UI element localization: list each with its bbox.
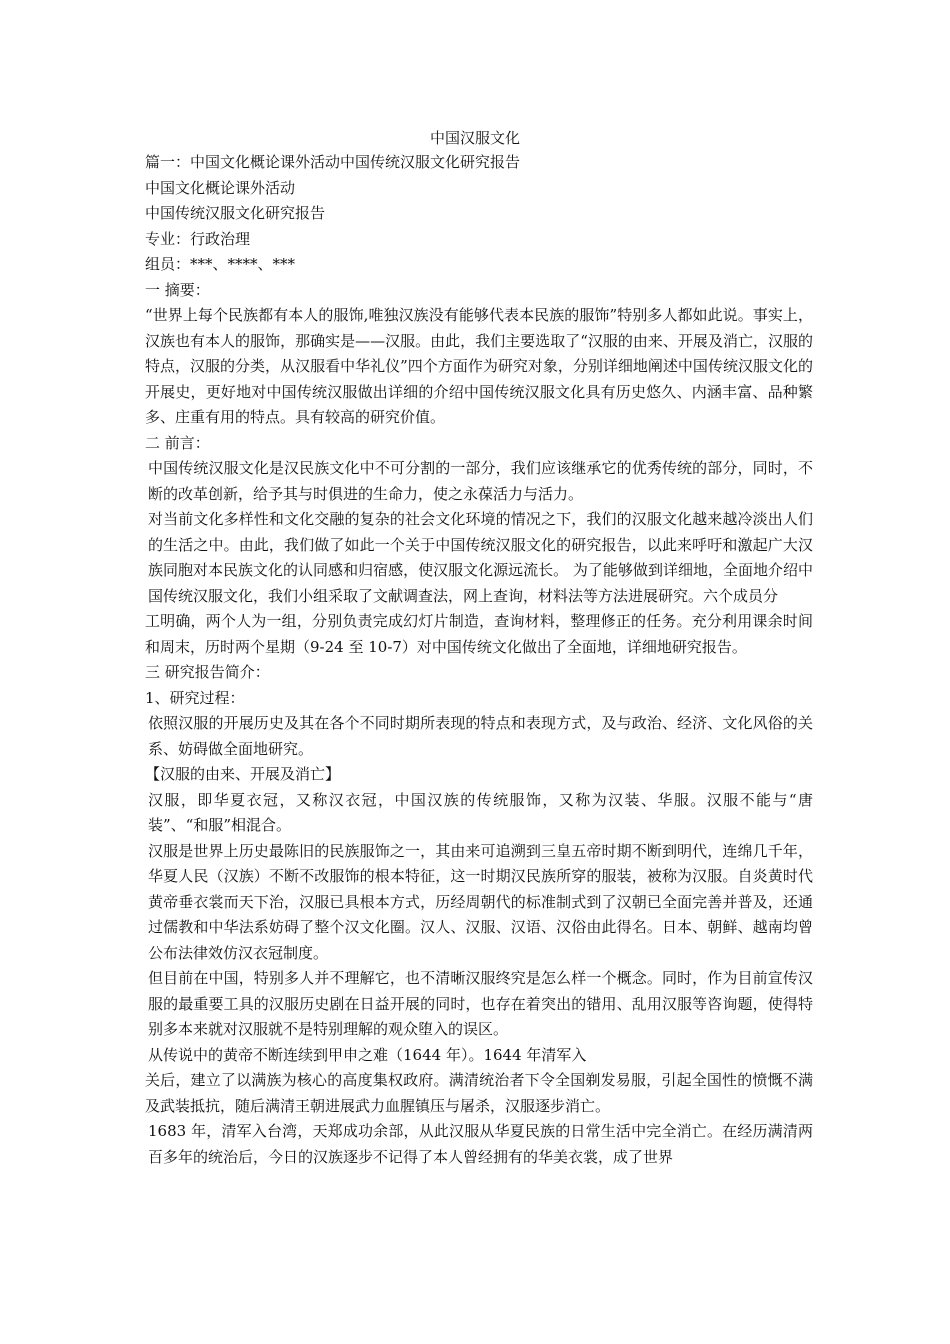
paragraph-origin-6: 1683 年，清军入台湾，天郑成功余部，从此汉服从华夏民族的日常生活中完全消亡。在经历满清两百多年的统治后，今日的汉族逐步不记得了本人曾经拥有的华美衣裳，成了世界 xyxy=(148,1122,813,1166)
paragraph-members: 组员：***、****、*** xyxy=(145,255,296,273)
paragraph-process: 依照汉服的开展历史及其在各个不同时期所表现的特点和表现方式，及与政治、经济、文化风俗的关系、妨碍做全面地研究。 xyxy=(148,714,813,758)
subheading-process: 1、研究过程： xyxy=(145,688,245,707)
document-body xyxy=(145,150,813,1170)
document-title: 中国汉服文化 xyxy=(429,129,520,147)
subheading-origin: 【汉服的由来、开展及消亡】 xyxy=(145,765,341,783)
paragraph-origin-3: 但目前在中国，特别多人并不理解它，也不清晰汉服终究是怎么样一个概念。同时，作为目前宣传汉服的最重要工具的汉服历史剧在日益开展的同时，也存在着突出的错用、乱用汉服等咨询题，使得特别多本来就对汉服就不是特别理解的观众堕入的误区。 xyxy=(148,969,813,1038)
section-heading-summary: 三 研究报告简介： xyxy=(145,663,270,681)
paragraph-origin-1: 汉服，即华夏衣冠，又称汉衣冠，中国汉族的传统服饰，又称为汉装、华服。汉服不能与“唐装”、“和服”相混合。 xyxy=(148,790,813,834)
paragraph-course-name: 中国文化概论课外活动 xyxy=(145,178,296,197)
paragraph-origin-4: 从传说中的黄帝不断连续到甲申之难（1644 年）。1644 年清军入 xyxy=(148,1045,587,1064)
paragraph-origin-5: 关后，建立了以满族为核心的高度集权政府。满清统治者下令全国剃发易服，引起全国性的愤慨不满及武装抵抗，随后满清王朝进展武力血腥镇压与屠杀，汉服逐步消亡。 xyxy=(145,1071,813,1115)
paragraph-preface-2: 对当前文化多样性和文化交融的复杂的社会文化环境的情况之下，我们的汉服文化越来越冷淡出人们的生活之中。由此，我们做了如此一个关于中国传统汉服文化的研究报告，以此来呼吁和激起广大汉族同胞对本民族文化的认同感和归宿感，使汉服文化源远流长。 为了能够做到详细地，全面地介绍中国传统汉服文化，我们小组采取了文献调查法，网上查询，材料法等方法进展研究。六个成员分 xyxy=(148,510,813,605)
paragraph-origin-2: 汉服是世界上历史最陈旧的民族服饰之一，其由来可追溯到三皇五帝时期不断到明代，连绵几千年，华夏人民（汉族）不断不改服饰的根本特征，这一时期汉民族所穿的服装，被称为汉服。自炎黄时代黄帝垂衣裳而天下治，汉服已具根本方式，历经周朝代的标准制式到了汉朝已全面完善并普及，还通过儒教和中华法系妨碍了整个汉文化圈。汉人、汉服、汉语、汉俗由此得名。日本、朝鲜、越南均曾公布法律效仿汉衣冠制度。 xyxy=(148,841,813,962)
paragraph-report-title: 中国传统汉服文化研究报告 xyxy=(145,204,326,222)
paragraph-major: 专业：行政治理 xyxy=(145,229,251,248)
section-heading-abstract: 一 摘要： xyxy=(145,280,210,299)
section-heading-preface: 二 前言： xyxy=(145,433,210,452)
paragraph-preface-3: 工明确，两个人为一组，分别负责完成幻灯片制造，查询材料，整理修正的任务。充分利用课余时间和周末，历时两个星期（9-24 至 10-7）对中国传统文化做出了全面地，详细地研究报告。 xyxy=(145,612,813,656)
paragraph-preface-1: 中国传统汉服文化是汉民族文化中不可分割的一部分，我们应该继承它的优秀传统的部分，同时，不断的改革创新，给予其与时俱进的生命力，使之永葆活力与活力。 xyxy=(148,459,813,503)
paragraph-chapter-heading: 篇一：中国文化概论课外活动中国传统汉服文化研究报告 xyxy=(145,153,521,171)
paragraph-abstract: “世界上每个民族都有本人的服饰,唯独汉族没有能够代表本民族的服饰”特别多人都如此说。事实上，汉族也有本人的服饰，那确实是——汉服。由此，我们主要选取了“汉服的由来、开展及消亡，汉服的特点，汉服的分类，从汉服看中华礼仪”四个方面作为研究对象，分别详细地阐述中国传统汉服文化的开展史，更好地对中国传统汉服做出详细的介绍中国传统汉服文化具有历史悠久、内涵丰富、品种繁多、庄重有用的特点。具有较高的研究价值。 xyxy=(145,306,813,426)
